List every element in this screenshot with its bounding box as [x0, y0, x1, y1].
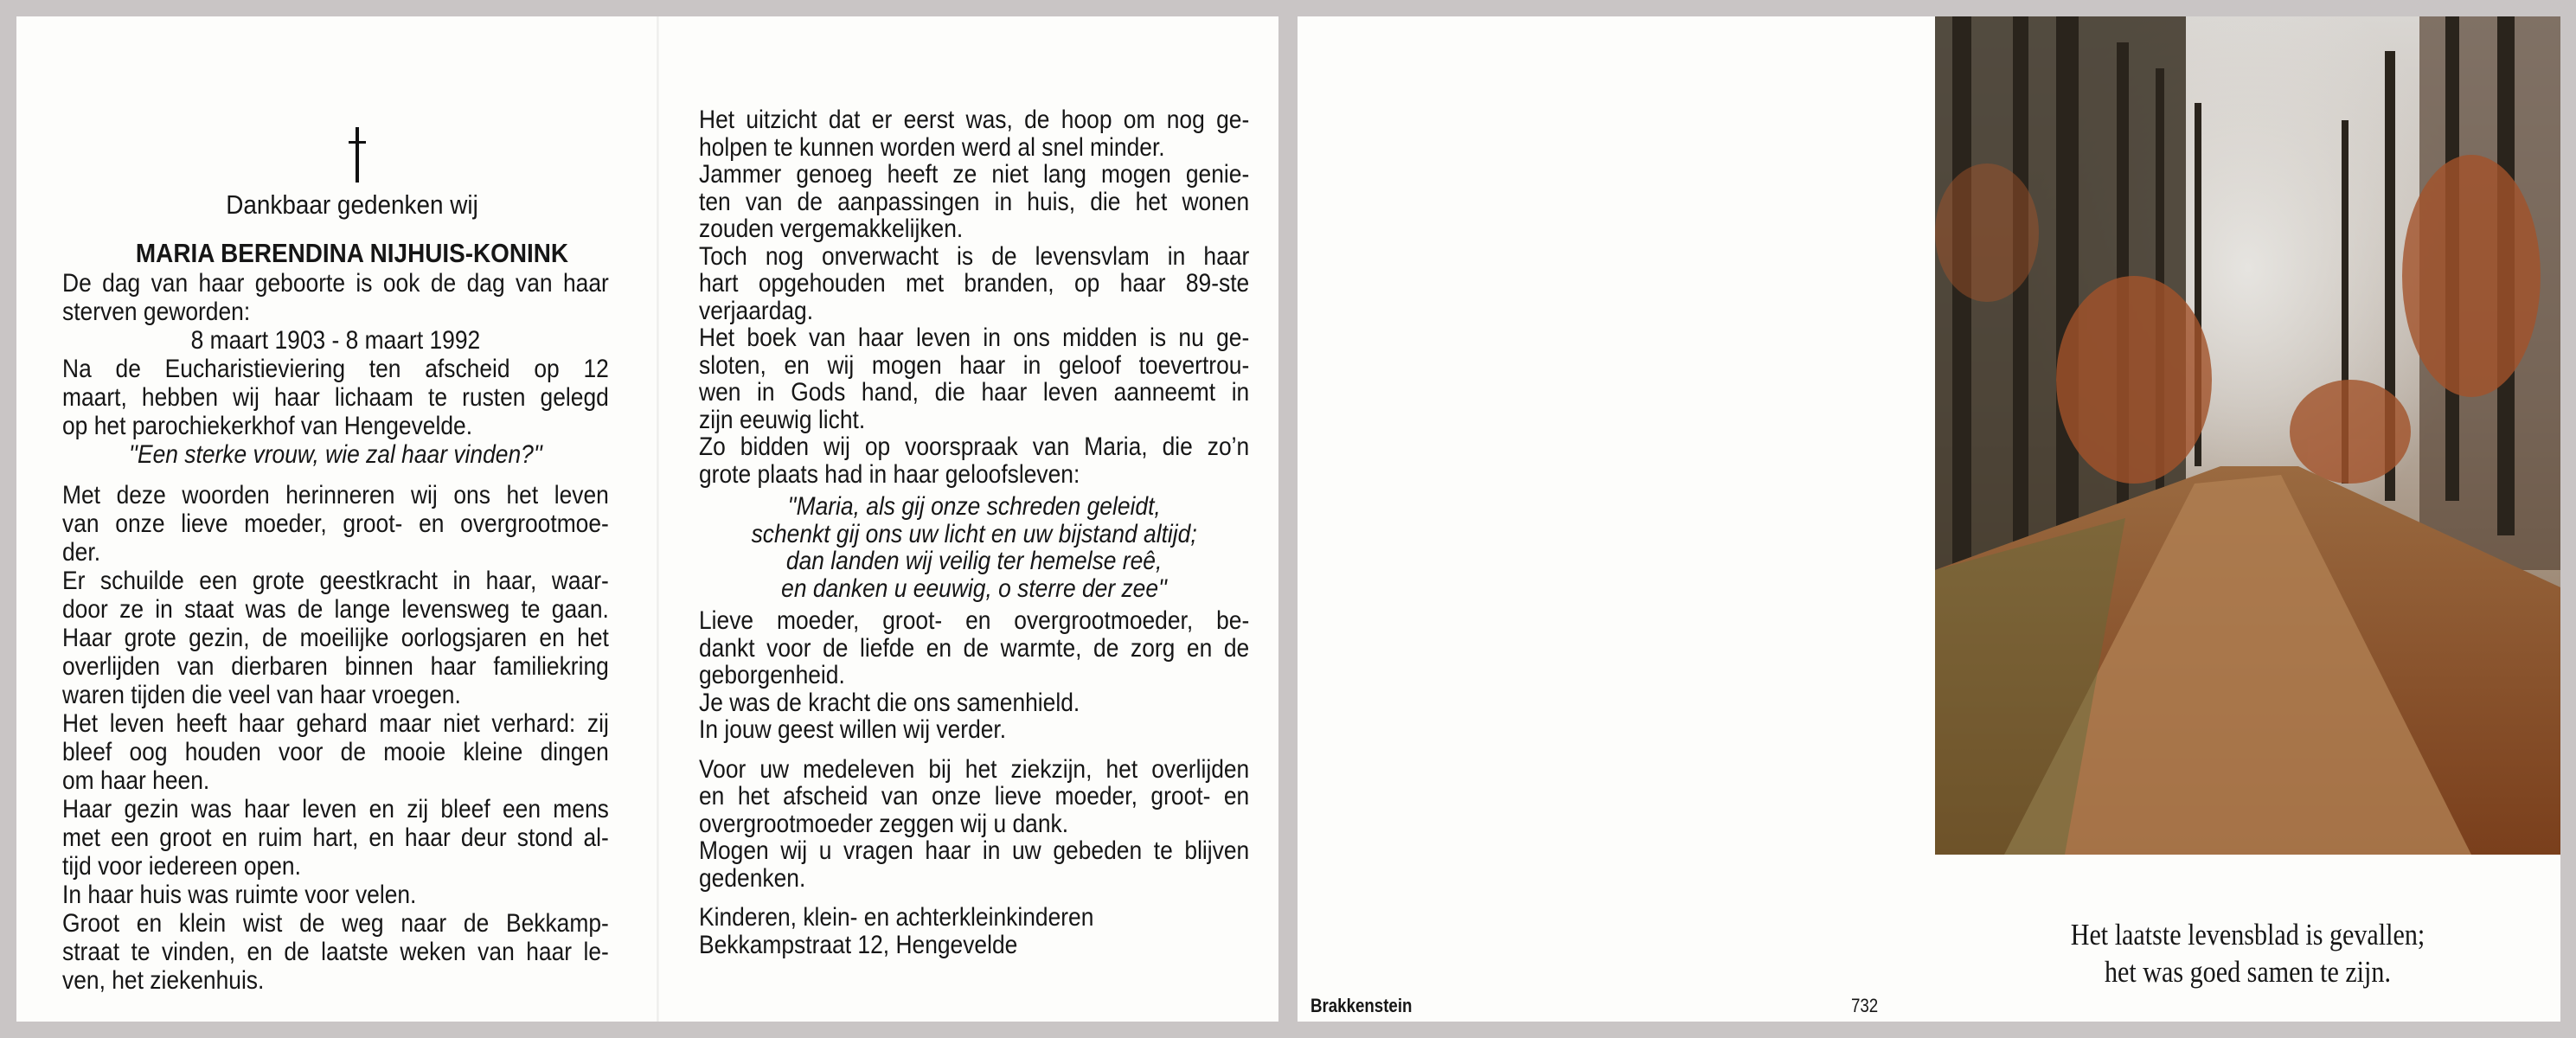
heading: Dankbaar gedenken wij: [226, 189, 478, 220]
text-line: op het parochiekerkhof van Hengevelde.: [62, 412, 473, 440]
text-line: tijd voor iedereen open.: [62, 852, 301, 881]
text-line: De dag van haar geboorte is ook de dag van haar: [62, 269, 609, 298]
text-line: ven, het ziekenhuis.: [62, 966, 265, 995]
text-line: Haar gezin was haar leven en zij bleef een mens: [62, 795, 609, 823]
text-line: sloten, en wij mogen haar in geloof toevertrou-: [699, 350, 1250, 380]
text-line: straat te vinden, en de laatste weken van haar le-: [62, 938, 609, 966]
text-column-right: [699, 106, 1249, 958]
text-line: sterven geworden:: [62, 298, 251, 326]
text-column-left: [62, 269, 609, 995]
text-line: Na de Eucharistieviering ten afscheid op 12: [62, 355, 609, 383]
text-line: zijn eeuwig licht.: [699, 405, 866, 434]
text-line: hart opgehouden met branden, op haar 89-ste: [699, 269, 1250, 298]
text-line: en het afscheid van onze lieve moeder, groot- en: [699, 782, 1250, 811]
text-line: dan landen wij veilig ter hemelse reê,: [785, 547, 1163, 575]
text-line: ten van de aanpassingen in huis, die het wonen: [699, 187, 1250, 216]
text-line: om haar heen.: [62, 766, 210, 795]
text-line: holpen te kunnen worden werd al snel minder.: [699, 132, 1165, 162]
text-line: met een groot en ruim hart, en haar deur stond al-: [62, 823, 609, 852]
text-line: Met deze woorden herinneren wij ons het leven: [62, 481, 609, 509]
text-line: geborgenheid.: [699, 661, 845, 689]
card-inside: [16, 16, 1278, 1022]
text-line: In haar huis was ruimte voor velen.: [62, 881, 417, 909]
text-line: wen in Gods hand, die haar leven aanneemt in: [699, 378, 1250, 407]
text-line: Zo bidden wij op voorspraak van Maria, die zo’n: [699, 432, 1250, 461]
text-line: bleef oog houden voor de mooie kleine dingen: [62, 738, 609, 766]
text-line: 8 maart 1903 - 8 maart 1992: [190, 326, 481, 355]
text-line: door ze in staat was de lange levensweg te gaan.: [62, 595, 609, 624]
text-line: Groot en klein wist de weg naar de Bekkamp-: [62, 909, 609, 938]
text-line: van onze lieve moeder, groot- en overgrootmoe-: [62, 509, 609, 538]
text-line: ''Maria, als gij onze schreden geleidt,: [787, 492, 1161, 521]
card-fold: [657, 16, 659, 1022]
text-line: Toch nog onverwacht is de levensvlam in haar: [699, 241, 1250, 271]
text-line: zouden vergemakkelijken.: [699, 215, 964, 243]
text-line: maart, hebben wij haar lichaam te rusten gelegd: [62, 383, 609, 412]
text-line: overgrootmoeder zeggen wij u dank.: [699, 809, 1069, 838]
text-line: overlijden van dierbaren binnen haar familiekring: [62, 652, 609, 681]
text-line: In jouw geest willen wij verder.: [699, 715, 1007, 744]
cross-icon: [349, 127, 366, 183]
text-line: schenkt gij ons uw licht en uw bijstand altijd;: [751, 519, 1197, 548]
text-line: dankt voor de liefde en de warmte, de zorg en de: [699, 633, 1250, 663]
text-line: Voor uw medeleven bij het ziekzijn, het overlijden: [699, 754, 1250, 784]
text-line: Het boek van haar leven in ons midden is nu ge-: [699, 324, 1250, 352]
text-line: der.: [62, 538, 101, 567]
text-line: Bekkampstraat 12, Hengevelde: [699, 930, 1018, 959]
text-line: gedenken.: [699, 863, 806, 893]
deceased-name: MARIA BERENDINA NIJHUIS-KONINK: [135, 238, 569, 268]
text-line: Haar grote gezin, de moeilijke oorlogsjaren en het: [62, 624, 609, 652]
text-line: Kinderen, klein- en achterkleinkinderen: [699, 903, 1094, 932]
text-line: Jammer genoeg heeft ze niet lang mogen genie-: [699, 160, 1250, 189]
text-line: Het uitzicht dat er eerst was, de hoop om nog ge-: [699, 106, 1250, 134]
text-line: Lieve moeder, groot- en overgrootmoeder, be-: [699, 606, 1250, 635]
caption-line-1: Het laatste levensblad is gevallen;: [2070, 918, 2425, 952]
text-line: Het leven heeft haar gehard maar niet verhard: zij: [62, 709, 609, 738]
caption-line-2: het was goed samen te zijn.: [2104, 955, 2391, 989]
card-code: 732: [1851, 995, 1879, 1016]
text-line: waren tijden die veel van haar vroegen.: [62, 681, 461, 709]
text-line: Mogen wij u vragen haar in uw gebeden te blijven: [699, 836, 1250, 865]
publisher-name: Brakkenstein: [1310, 995, 1413, 1016]
text-line: grote plaats had in haar geloofsleven:: [699, 459, 1080, 489]
text-line: Er schuilde een grote geestkracht in haar, waar-: [62, 567, 609, 595]
text-line: Je was de kracht die ons samenhield.: [699, 688, 1080, 717]
text-line: ''Een sterke vrouw, wie zal haar vinden?'': [128, 440, 542, 469]
card-outside: [1298, 16, 2560, 1022]
text-line: en danken u eeuwig, o sterre der zee'': [781, 573, 1168, 603]
text-line: verjaardag.: [699, 296, 814, 325]
autumn-forest-photo: [1935, 16, 2560, 855]
